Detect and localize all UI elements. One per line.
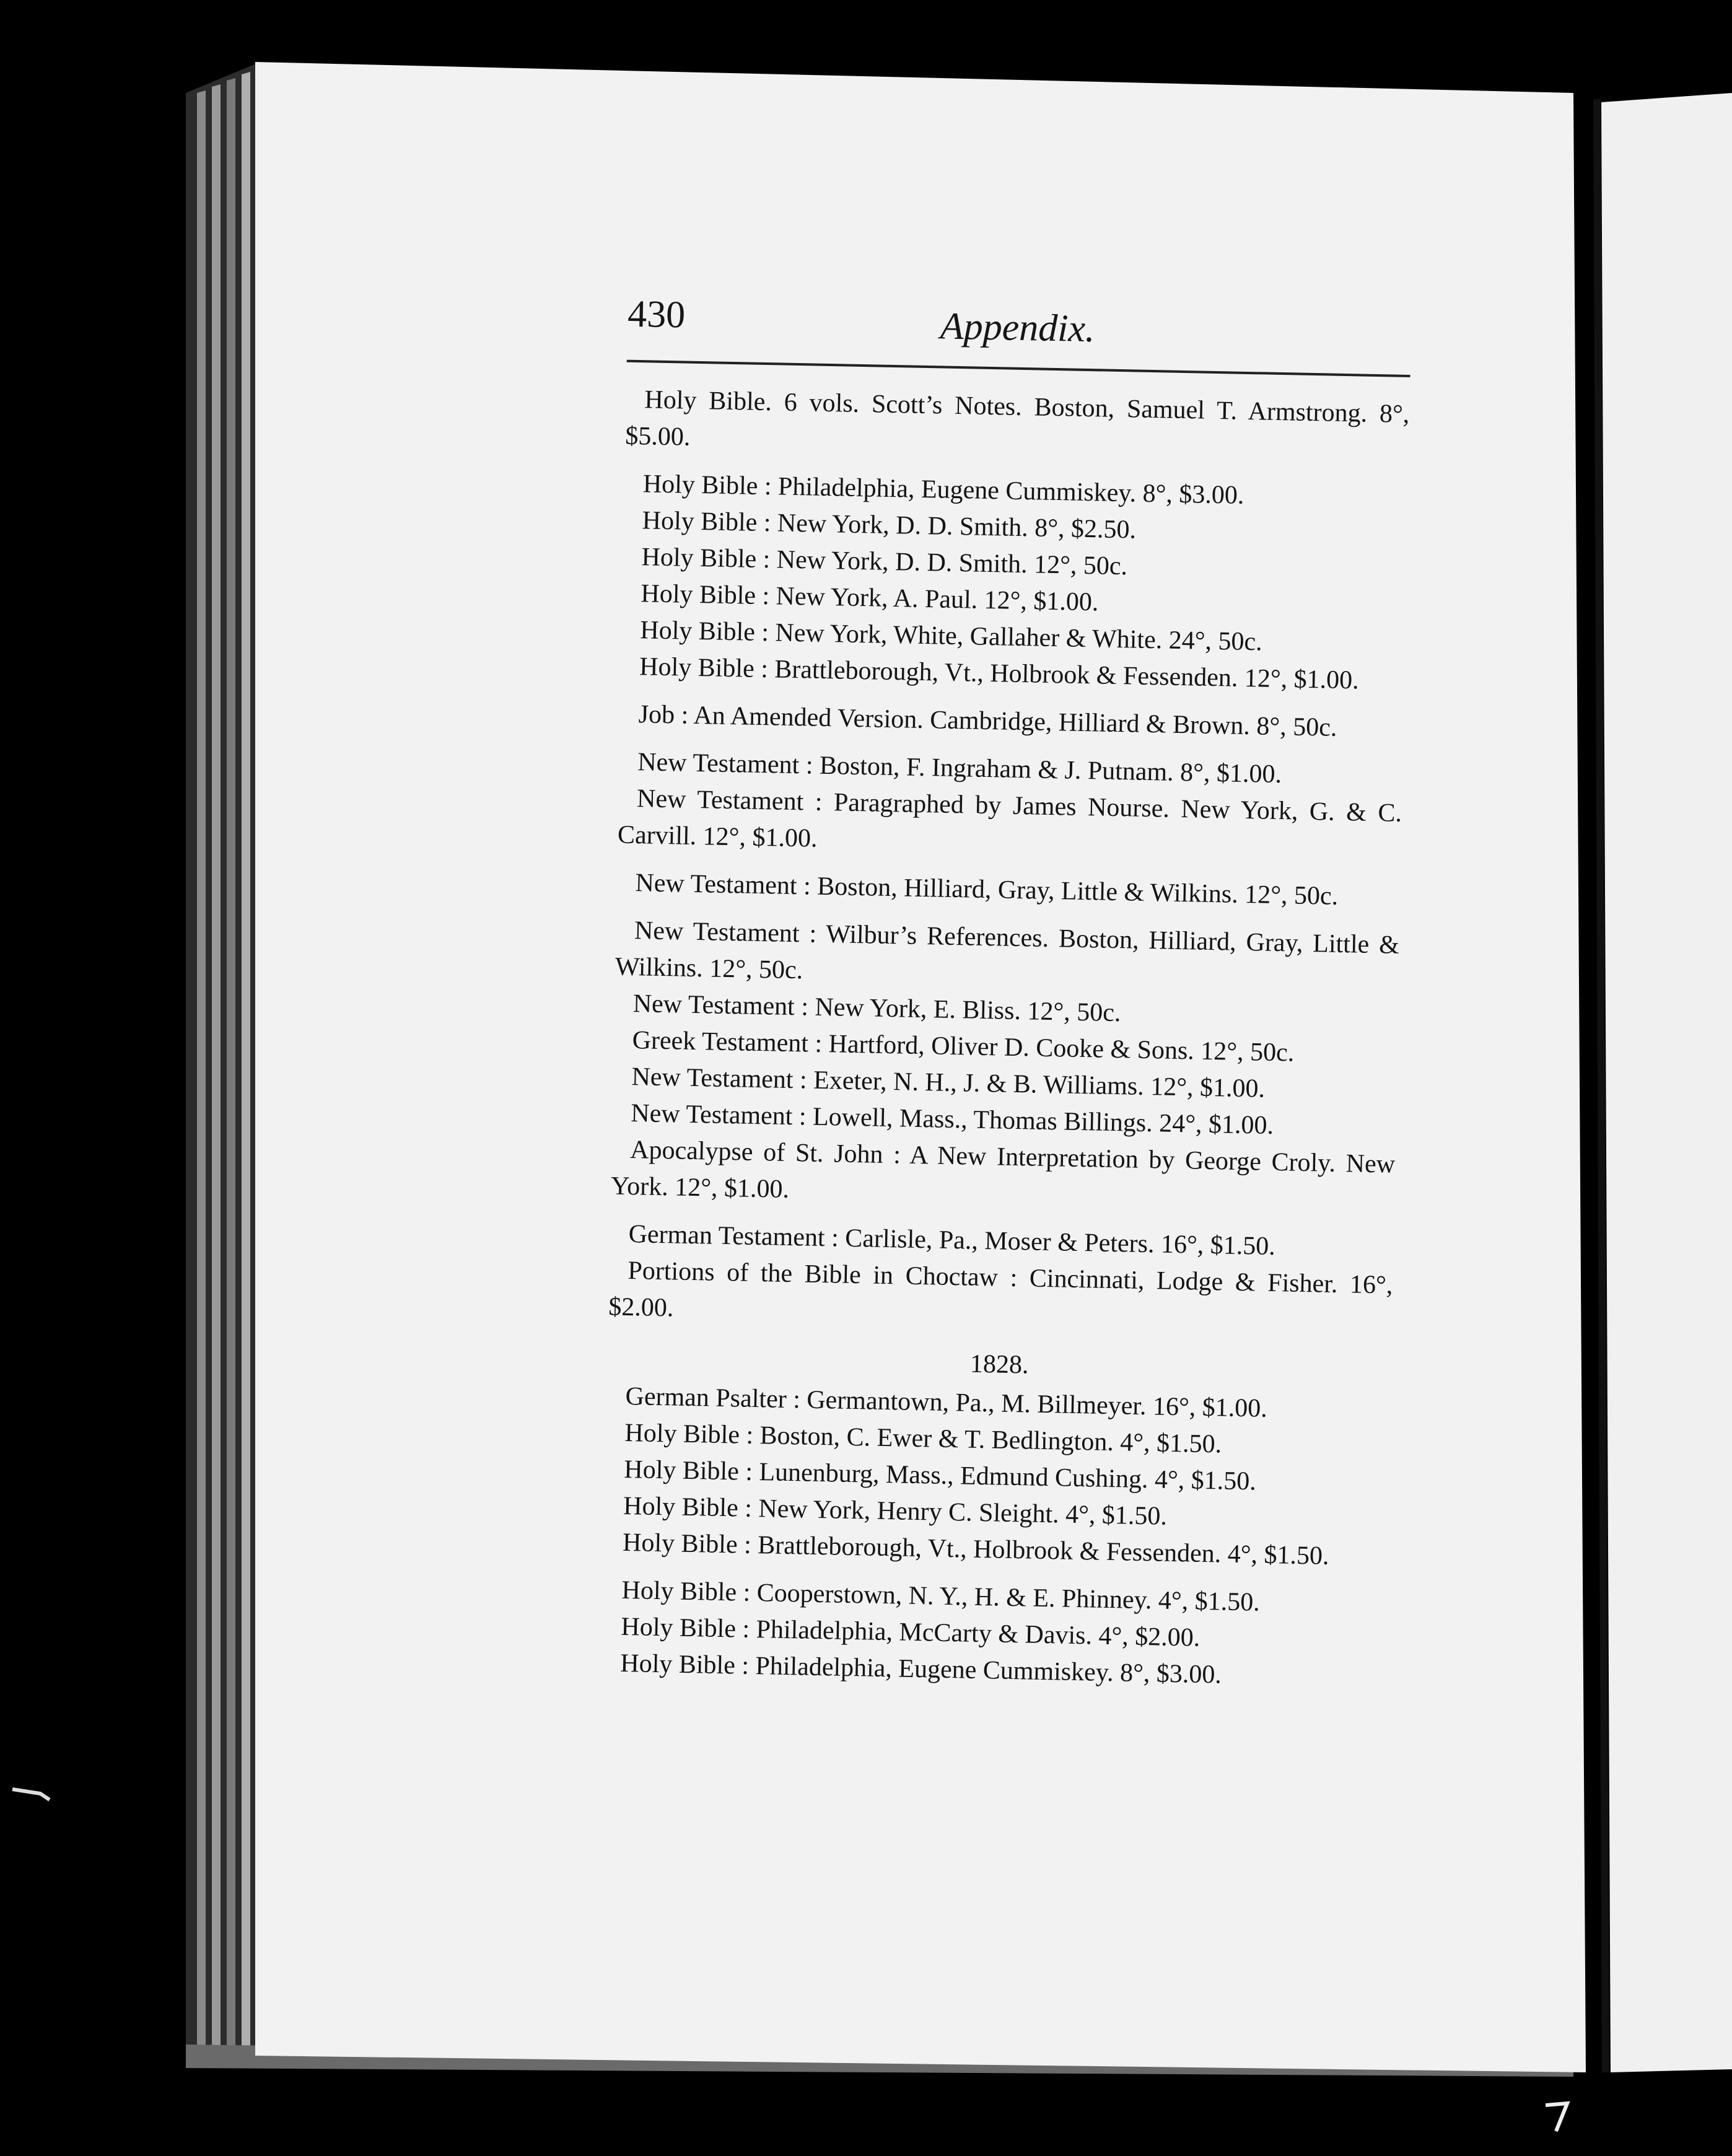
book-page [232,50,1608,2082]
bibliography-entry: Holy Bible : Brattleborough, Vt., Holbrook & Fessenden. 12°, $1.00. [639,652,1360,695]
year-heading: 1828. [969,1349,1029,1380]
running-head: Appendix. [940,305,1096,351]
bibliography-entry: Holy Bible : New York, Henry C. Sleight. 4°, $1.50. [623,1491,1168,1531]
header-rule [627,360,1411,377]
bibliography-entry: Holy Bible : Boston, C. Ewer & T. Bedlington. 4°, $1.50. [624,1418,1222,1459]
facing-page [1601,93,1732,2072]
entries-group-1 [608,382,1410,1341]
bibliography-entry: Holy Bible : Philadelphia, Eugene Cummiskey. 8°, $3.00. [642,470,1244,510]
bibliography-entry: Holy Bible. 6 vols. Scott’s Notes. Boston, Samuel T. Armstrong. 8°, $5.00. [624,385,1410,452]
bibliography-entry: New Testament : New York, E. Bliss. 12°, 50c. [632,989,1121,1028]
bibliography-entry: Holy Bible : New York, White, Gallaher & White. 24°, 50c. [639,616,1263,657]
bibliography-entry: German Psalter : Germantown, Pa., M. Billmeyer. 16°, $1.00. [625,1382,1268,1423]
bibliography-entry: New Testament : Lowell, Mass., Thomas Billings. 24°, $1.00. [630,1099,1274,1140]
bibliography-entry: Holy Bible : New York, D. D. Smith. 12°, 50c. [641,543,1128,581]
bibliography-entry: Holy Bible : Lunenburg, Mass., Edmund Cushing. 4°, $1.50. [623,1455,1257,1496]
bibliography-entry: New Testament : Boston, F. Ingraham & J. Putnam. 8°, $1.00. [637,748,1282,789]
bibliography-entry: Greek Testament : Hartford, Oliver D. Cooke & Sons. 12°, 50c. [632,1026,1295,1067]
bibliography-entry: New Testament : Boston, Hilliard, Gray, Little & Wilkins. 12°, 50c. [635,869,1339,911]
bibliography-text [601,382,1410,1697]
bibliography-entry: German Testament : Carlisle, Pa., Moser & Peters. 16°, $1.50. [628,1220,1276,1261]
bibliography-entry: New Testament : Wilbur’s References. Boston, Hilliard, Gray, Little & Wilkins. 12°, 50c. [615,916,1400,985]
bibliography-entry: Apocalypse of St. John : A New Interpretation by George Croly. New York. 12°, $1.00. [610,1136,1396,1204]
page-number: 430 [627,292,686,336]
bibliography-entry: Holy Bible : Philadelphia, Eugene Cummiskey. 8°, $3.00. [619,1649,1222,1689]
bibliography-entry: Job : An Amended Version. Cambridge, Hilliard & Brown. 8°, 50c. [638,700,1337,742]
bibliography-entry: Holy Bible : Brattleborough, Vt., Holbrook & Fessenden. 4°, $1.50. [622,1528,1329,1571]
bibliography-entry: Holy Bible : New York, A. Paul. 12°, $1.00. [641,579,1099,617]
bibliography-entry: Holy Bible : Cooperstown, N. Y., H. & E. Phinney. 4°, $1.50. [621,1575,1261,1617]
bibliography-entry: Portions of the Bible in Choctaw : Cincinnati, Lodge & Fisher. 16°, $2.00. [608,1256,1393,1323]
bibliography-entry: Holy Bible : Philadelphia, McCarty & Davis. 4°, $2.00. [621,1612,1201,1652]
bibliography-entry: Holy Bible : New York, D. D. Smith. 8°, $2.50. [642,506,1137,545]
bibliography-entry: New Testament : Paragraphed by James Nourse. New York, G. & C. Carvill. 12°, $1.00. [617,784,1402,853]
entries-group-2 [601,1378,1391,1696]
bibliography-entry: New Testament : Exeter, N. H., J. & B. Williams. 12°, $1.00. [631,1063,1266,1103]
